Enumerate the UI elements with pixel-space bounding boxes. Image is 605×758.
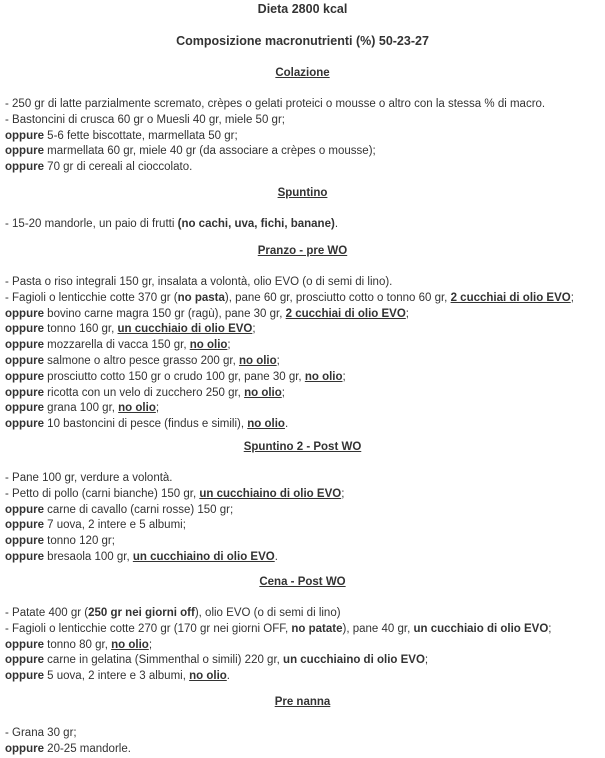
- emphasis-bold: un cucchiaino di olio EVO: [283, 654, 425, 667]
- text-run: .: [226, 670, 230, 683]
- text-line: [0, 129, 605, 145]
- emphasis-underlined: no olio: [189, 670, 227, 683]
- text-run: tonno 80 gr,: [43, 638, 112, 651]
- text-run: ;: [570, 291, 574, 304]
- text-run: - Fagioli o lenticchie cotte 270 gr (170 gr nei giorni OFF,: [5, 622, 292, 635]
- section-heading: Cena - Post WO: [259, 576, 346, 588]
- emphasis-bold: oppure: [5, 129, 44, 142]
- section-heading: Pranzo - pre WO: [257, 245, 348, 257]
- text-line: [0, 338, 605, 354]
- emphasis-bold: oppure: [5, 354, 44, 367]
- text-run: - 250 gr di latte parzialmente scremato, crèpes o gelati proteici o mousse o altro con la stessa % di macro.: [5, 98, 546, 110]
- text-run: tonno 160 gr,: [43, 323, 118, 336]
- text-run: ;: [148, 638, 153, 651]
- text-line: [0, 622, 605, 638]
- text-run: - Pasta o riso integrali 150 gr, insalata a volontà, olio EVO (o di semi di lino).: [5, 276, 393, 288]
- emphasis-bold: oppure: [5, 402, 44, 415]
- text-run: - Patate 400 gr (: [5, 607, 89, 619]
- section-pre-nanna: [0, 695, 605, 758]
- text-run: 20-25 mandorle.: [43, 742, 131, 755]
- emphasis-bold: oppure: [5, 418, 44, 431]
- section-pranzo: [0, 244, 605, 433]
- text-run: ;: [424, 654, 429, 667]
- emphasis-underlined: un cucchiaio di olio EVO: [117, 323, 253, 336]
- emphasis-bold: oppure: [5, 161, 44, 174]
- text-line: [0, 471, 605, 487]
- text-line: [0, 370, 605, 386]
- section-lines: [0, 97, 605, 176]
- text-run: 70 gr di cereali al cioccolato.: [43, 161, 193, 174]
- text-line: [0, 97, 605, 113]
- text-run: bresaola 100 gr,: [43, 550, 133, 563]
- text-run: ;: [227, 339, 231, 352]
- text-run: - Petto di pollo (carni bianche) 150 gr,: [5, 487, 200, 500]
- text-run: tonno 120 gr;: [43, 535, 115, 548]
- text-run: 7 uova, 2 intere e 5 albumi;: [43, 519, 186, 532]
- text-run: mozzarella di vacca 150 gr,: [43, 339, 190, 352]
- emphasis-bold: oppure: [5, 307, 44, 320]
- text-run: .: [284, 418, 289, 431]
- text-line: [0, 638, 605, 654]
- text-run: ), pane 60 gr, prosciutto cotto o tonno 60 gr,: [224, 291, 451, 304]
- emphasis-bold: no pasta: [177, 291, 225, 304]
- text-line: [0, 606, 605, 622]
- emphasis-underlined: un cucchiaino di olio EVO: [199, 487, 342, 500]
- text-run: ;: [276, 354, 280, 367]
- text-run: ), olio EVO (o di semi di lino): [194, 607, 341, 619]
- text-line: [0, 401, 605, 417]
- text-run: ;: [341, 487, 345, 500]
- section-lines: [0, 275, 605, 433]
- emphasis-bold: oppure: [5, 550, 44, 563]
- text-line: [0, 322, 605, 338]
- text-line: [0, 217, 605, 233]
- emphasis-bold: un cucchiaio di olio EVO: [413, 622, 549, 635]
- emphasis-underlined: no olio: [118, 402, 156, 415]
- emphasis-bold: oppure: [5, 370, 44, 383]
- text-run: ;: [342, 370, 346, 383]
- text-line: [0, 160, 605, 176]
- emphasis-bold: no patate: [291, 622, 343, 635]
- text-run: marmellata 60 gr, miele 40 gr (da associare a crèpes o mousse);: [43, 145, 376, 158]
- text-run: - Fagioli o lenticchie cotte 370 gr (: [5, 291, 178, 304]
- text-line: [0, 417, 605, 433]
- emphasis-underlined: no olio: [304, 370, 343, 383]
- section-lines: [0, 471, 605, 566]
- section-cena: [0, 575, 605, 685]
- text-run: bovino carne magra 150 gr (ragù), pane 30 gr,: [43, 307, 286, 320]
- text-line: [0, 534, 605, 550]
- text-run: 10 bastoncini di pesce (findus e simili),: [43, 418, 248, 431]
- section-colazione: [0, 66, 605, 176]
- page-subtitle: Composizione macronutrienti (%) 50-23-27: [176, 34, 429, 48]
- text-run: - Grana 30 gr;: [5, 727, 77, 739]
- emphasis-underlined: 2 cucchiai di olio EVO: [285, 307, 406, 320]
- page-title: Dieta 2800 kcal: [257, 2, 348, 16]
- text-run: salmone o altro pesce grasso 200 gr,: [43, 354, 239, 367]
- text-line: [0, 386, 605, 402]
- section-heading: Spuntino 2 - Post WO: [243, 441, 362, 453]
- text-line: [0, 503, 605, 519]
- emphasis-bold: oppure: [5, 519, 44, 532]
- text-run: ;: [281, 386, 285, 399]
- section-heading: Colazione: [275, 67, 330, 79]
- text-line: [0, 113, 605, 129]
- text-line: [0, 742, 605, 758]
- emphasis-bold: oppure: [5, 503, 44, 516]
- section-lines: [0, 217, 605, 233]
- section-spuntino-2: [0, 440, 605, 566]
- emphasis-bold: oppure: [5, 670, 44, 683]
- text-line: [0, 144, 605, 160]
- section-heading: Pre nanna: [274, 696, 331, 708]
- emphasis-underlined: no olio: [111, 638, 149, 651]
- emphasis-underlined: 2 cucchiai di olio EVO: [450, 291, 571, 304]
- text-run: ;: [405, 307, 409, 320]
- emphasis-underlined: no olio: [244, 386, 282, 399]
- text-line: [0, 291, 605, 307]
- emphasis-bold: oppure: [5, 535, 44, 548]
- section-lines: [0, 726, 605, 758]
- text-run: ;: [252, 323, 256, 336]
- text-run: ), pane 40 gr,: [342, 622, 414, 635]
- text-line: [0, 354, 605, 370]
- text-run: .: [334, 218, 339, 230]
- emphasis-underlined: no olio: [238, 354, 277, 367]
- text-run: 5 uova, 2 intere e 3 albumi,: [43, 670, 190, 683]
- text-line: [0, 307, 605, 323]
- text-run: carne in gelatina (Simmenthal o simili) 220 gr,: [43, 654, 284, 667]
- emphasis-underlined: no olio: [247, 418, 285, 431]
- emphasis-bold: oppure: [5, 323, 44, 336]
- text-run: - Pane 100 gr, verdure a volontà.: [5, 472, 173, 484]
- section-lines: [0, 606, 605, 685]
- emphasis-bold: (no cachi, uva, fichi, banane): [177, 218, 335, 230]
- emphasis-bold: oppure: [5, 742, 44, 755]
- text-run: - 15-20 mandorle, un paio di frutti: [5, 218, 178, 230]
- text-line: [0, 275, 605, 291]
- text-run: .: [274, 550, 278, 563]
- text-run: ;: [548, 622, 552, 635]
- text-line: [0, 669, 605, 685]
- section-spuntino: [0, 186, 605, 233]
- text-line: [0, 487, 605, 503]
- text-line: [0, 653, 605, 669]
- emphasis-underlined: un cucchiaino di olio EVO: [132, 550, 275, 563]
- text-run: 5-6 fette biscottate, marmellata 50 gr;: [43, 129, 238, 142]
- emphasis-bold: oppure: [5, 339, 44, 352]
- text-run: prosciutto cotto 150 gr o crudo 100 gr, pane 30 gr,: [43, 370, 305, 383]
- text-run: grana 100 gr,: [43, 402, 119, 415]
- emphasis-bold: oppure: [5, 638, 44, 651]
- emphasis-bold: oppure: [5, 654, 44, 667]
- text-line: [0, 550, 605, 566]
- text-run: ;: [155, 402, 160, 415]
- text-line: [0, 518, 605, 534]
- section-heading: Spuntino: [277, 187, 328, 199]
- emphasis-bold: oppure: [5, 386, 44, 399]
- text-run: carne di cavallo (carni rosse) 150 gr;: [43, 503, 234, 516]
- text-line: [0, 726, 605, 742]
- text-run: ricotta con un velo di zucchero 250 gr,: [43, 386, 245, 399]
- emphasis-bold: oppure: [5, 145, 44, 158]
- emphasis-underlined: no olio: [189, 339, 228, 352]
- text-run: - Bastoncini di crusca 60 gr o Muesli 40 gr, miele 50 gr;: [5, 113, 285, 126]
- emphasis-bold: 250 gr nei giorni off: [88, 607, 195, 619]
